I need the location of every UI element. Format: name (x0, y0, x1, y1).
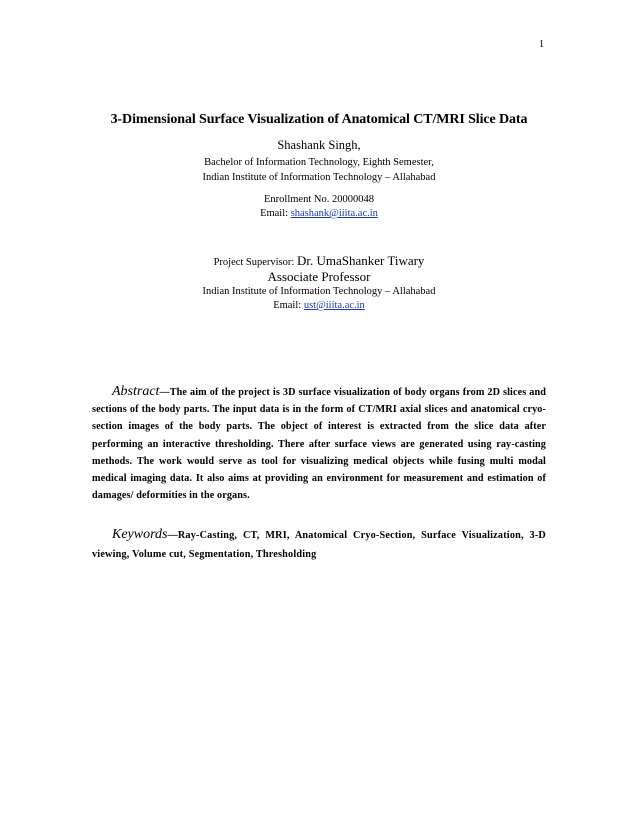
supervisor-line (0, 252, 638, 270)
supervisor-name: Dr. UmaShanker Tiwary (296, 253, 425, 268)
author-email-label: Email: (260, 208, 291, 219)
author-enrollment: Enrollment No. 20000048 (264, 194, 374, 205)
abstract-label: Abstract (112, 384, 160, 399)
keywords-text: —Ray-Casting, CT, MRI, Anatomical Cryo-Section, Surface Visualization, 3-D viewing, Volume cut, Segmentation, Thresholding (92, 530, 546, 560)
supervisor-prefix: Project Supervisor: (213, 257, 297, 268)
supervisor-email-label: Email: (273, 300, 304, 311)
supervisor-email-line (0, 300, 638, 311)
supervisor-email-link[interactable]: ust@iiita.ac.in (303, 300, 365, 311)
author-email-link[interactable]: shashank@iiita.ac.in (290, 208, 378, 219)
keywords-label: Keywords (112, 527, 168, 542)
page-number: 1 (539, 39, 544, 50)
author-degree: Bachelor of Information Technology, Eighth Semester, (204, 157, 434, 168)
abstract-text: —The aim of the project is 3D surface visualization of body organs from 2D slices and sections of the body parts. The input data is in the form of CT/MRI axial slices and anatomical cryo-section images of the body parts. The object of interest is extracted from the slice data after performing an interactive thresholding. There after surface views are generated using ray-casting methods. The work would serve as tool for visualizing medical objects while fusing multi modal medical imaging data. It also aims at providing an environment for measurement and estimation of damages/ deformities in the organs. (92, 387, 546, 502)
author-email-line (0, 208, 638, 219)
author-name: Shashank Singh, (277, 138, 361, 152)
supervisor-role: Associate Professor (267, 269, 371, 284)
author-institute: Indian Institute of Information Technology – Allahabad (202, 172, 436, 183)
keywords-paragraph (92, 525, 546, 564)
supervisor-institute: Indian Institute of Information Technology – Allahabad (202, 286, 436, 297)
abstract-paragraph (92, 383, 546, 504)
paper-title: 3-Dimensional Surface Visualization of Anatomical CT/MRI Slice Data (110, 112, 528, 127)
